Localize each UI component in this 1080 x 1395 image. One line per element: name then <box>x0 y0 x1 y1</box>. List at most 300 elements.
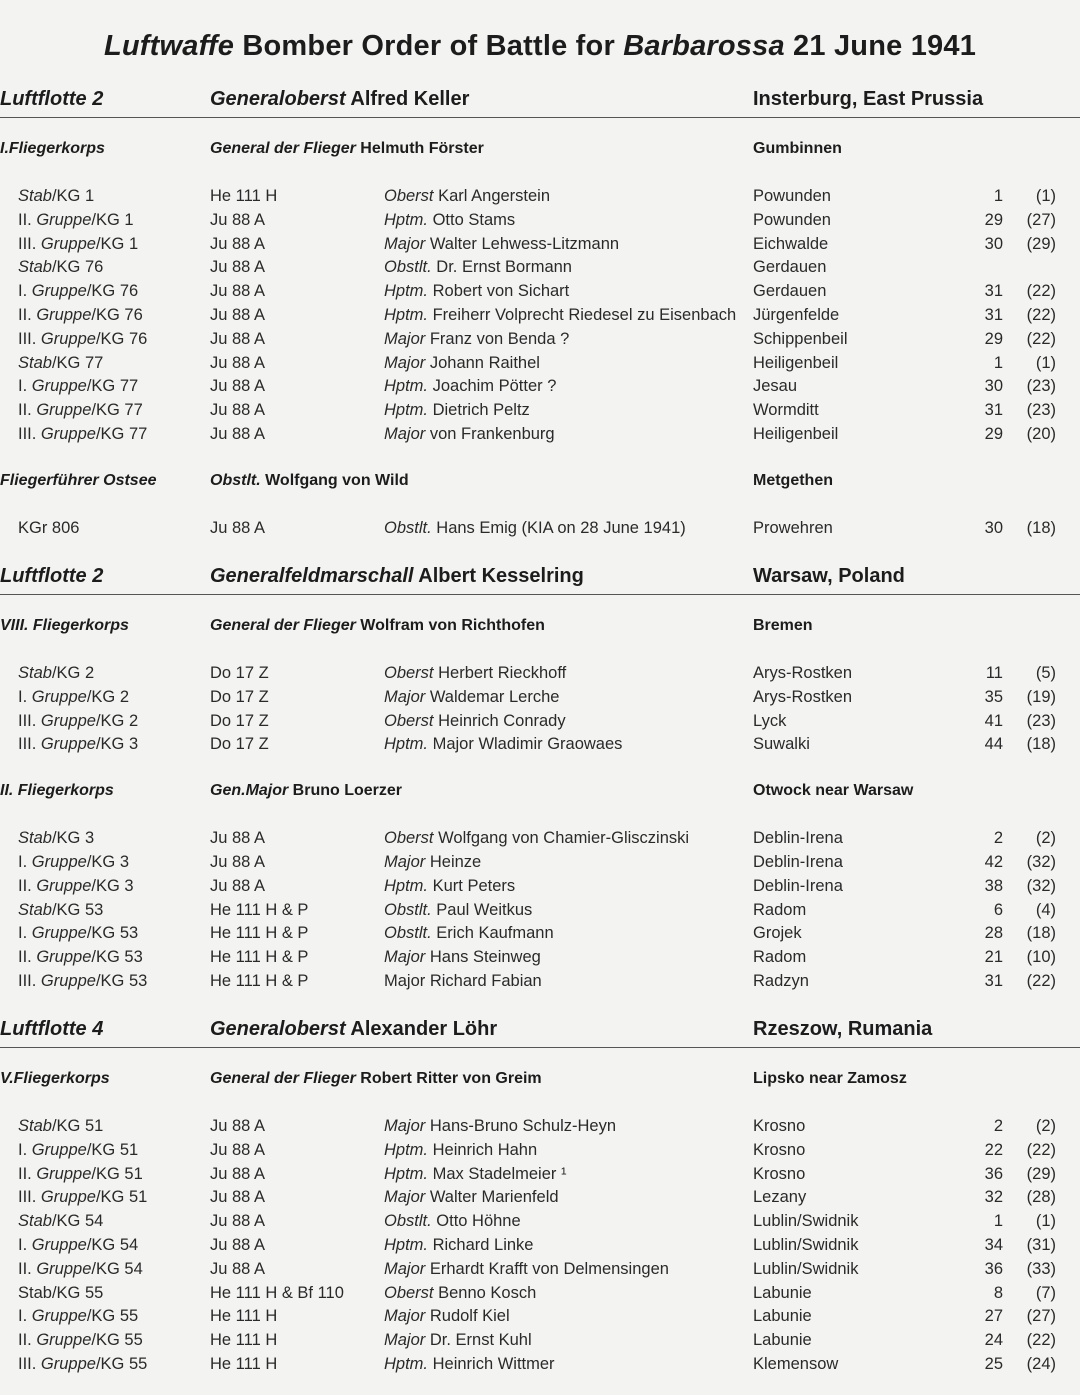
serviceable-value: (10) <box>1026 948 1056 967</box>
section-divider <box>0 117 1080 118</box>
korps-commander-name: Wolfram von Richthofen <box>355 617 545 634</box>
unit-commander-rank: Hptm. <box>384 401 429 420</box>
unit-prefix: I. <box>18 377 32 396</box>
unit-name <box>18 1236 138 1255</box>
aircraft-type: He 111 H & P <box>210 900 309 919</box>
strength-value: 11 <box>985 664 1003 682</box>
strength-value: 29 <box>984 425 1003 443</box>
korps-commander-name: Robert Ritter von Greim <box>355 1070 542 1087</box>
strength-value: 30 <box>984 518 1003 537</box>
serviceable-value: (2) <box>1035 829 1056 848</box>
unit-name <box>18 1284 103 1303</box>
unit-name <box>18 664 94 683</box>
unit-commander <box>384 1331 532 1350</box>
unit-commander-name: Wolfgang von Chamier-Glisczinski <box>433 829 690 848</box>
unit-suffix: /KG 53 <box>86 924 139 943</box>
strength-value: 22 <box>984 1140 1003 1159</box>
strength-value: 2 <box>993 829 1003 848</box>
aircraft-type: Do 17 Z <box>210 664 269 682</box>
unit-type: Gruppe <box>36 1259 92 1278</box>
unit-suffix: /KG 3 <box>51 829 95 848</box>
unit-prefix: III. <box>18 1355 41 1373</box>
unit-name <box>18 1212 103 1231</box>
unit-commander-rank: Hptm. <box>384 876 429 895</box>
unit-prefix: II. <box>18 401 37 420</box>
unit-prefix: II. <box>18 1164 37 1183</box>
strength-value: 31 <box>984 306 1003 324</box>
unit-commander-rank: Major <box>384 425 426 443</box>
strength-value: 25 <box>984 1355 1003 1373</box>
unit-commander-rank: Obstlt. <box>384 924 432 943</box>
serviceable-value: (2) <box>1035 1117 1056 1135</box>
strength-value: 34 <box>984 1236 1003 1254</box>
base-airfield: Lyck <box>753 711 787 730</box>
unit-commander-name: Robert von Sichart <box>428 282 570 301</box>
unit-name <box>18 354 103 373</box>
unit-commander-name: Major Wladimir Graowaes <box>428 735 623 754</box>
unit-prefix: III. <box>18 425 41 443</box>
base-airfield: Klemensow <box>753 1355 839 1373</box>
fliegerkorps-commander <box>210 140 484 158</box>
luftflotte-commander <box>210 1018 497 1041</box>
luftflotte-hq: Insterburg, East Prussia <box>753 88 984 110</box>
serviceable-value: (5) <box>1035 664 1056 682</box>
unit-suffix: /KG 1 <box>51 187 95 205</box>
unit-commander-rank: Major <box>384 1259 426 1278</box>
unit-commander <box>384 972 542 991</box>
serviceable-value: (22) <box>1026 282 1056 301</box>
unit-commander <box>384 712 566 731</box>
fliegerkorps-name: V.Fliegerkorps <box>0 1070 110 1087</box>
unit-commander-rank: Major <box>384 687 426 706</box>
aircraft-type: He 111 H <box>210 1307 278 1326</box>
unit-type: Gruppe <box>40 1188 96 1207</box>
base-airfield: Powunden <box>753 187 831 205</box>
unit-prefix: III. <box>18 972 41 990</box>
unit-commander-rank: Obstlt. <box>384 1212 432 1231</box>
unit-type: Gruppe <box>31 377 87 396</box>
unit-commander-name: Dietrich Peltz <box>428 401 530 420</box>
unit-commander-name: Hans Steinweg <box>425 948 541 967</box>
fliegerkorps-name: I.Fliegerkorps <box>0 140 105 157</box>
unit-commander-name: Walter Marienfeld <box>425 1188 559 1207</box>
strength-value: 27 <box>984 1307 1003 1326</box>
base-airfield: Suwalki <box>753 735 810 754</box>
base-airfield: Krosno <box>753 1140 806 1159</box>
unit-commander <box>384 853 481 872</box>
strength-value: 42 <box>984 853 1003 871</box>
luftflotte-hq: Warsaw, Poland <box>753 565 905 587</box>
unit-commander-name: Heinrich Conrady <box>433 711 566 730</box>
serviceable-value: (1) <box>1035 1212 1056 1231</box>
unit-commander <box>384 877 515 896</box>
unit-type: Stab <box>18 353 52 372</box>
unit-commander-rank: Major <box>384 853 426 871</box>
unit-type: Stab <box>18 1117 52 1135</box>
unit-type: Gruppe <box>31 853 87 871</box>
unit-type: Gruppe <box>31 1140 87 1159</box>
strength-value: 2 <box>993 1117 1003 1135</box>
fliegerkorps-name: II. Fliegerkorps <box>0 782 114 800</box>
unit-commander-rank: Oberst <box>384 664 434 682</box>
korps-commander-rank: General der Flieger <box>210 1070 356 1087</box>
strength-value: 1 <box>993 1212 1003 1231</box>
korps-commander-name: Wolfgang von Wild <box>260 471 409 489</box>
unit-commander <box>384 401 530 420</box>
aircraft-type: Ju 88 A <box>210 353 266 372</box>
unit-prefix: III. <box>18 234 41 253</box>
unit-name <box>18 1355 147 1374</box>
serviceable-value: (18) <box>1026 735 1056 754</box>
aircraft-type: Ju 88 A <box>210 1140 266 1159</box>
luftflotte-hq: Rzeszow, Rumania <box>753 1018 933 1040</box>
serviceable-value: (19) <box>1026 687 1056 706</box>
base-airfield: Labunie <box>753 1331 812 1350</box>
section-divider <box>0 594 1080 595</box>
base-airfield: Lezany <box>753 1188 807 1207</box>
unit-prefix: I. <box>18 687 32 706</box>
unit-commander-rank: Hptm. <box>384 282 429 301</box>
unit-prefix: III. <box>18 735 41 754</box>
unit-commander-rank: Major <box>384 1331 426 1350</box>
strength-value: 21 <box>984 948 1003 967</box>
strength-value: 32 <box>984 1188 1003 1207</box>
unit-name <box>18 1188 147 1207</box>
unit-commander <box>384 377 556 396</box>
unit-commander-name: Walter Lehwess-Litzmann <box>425 234 620 253</box>
serviceable-value: (28) <box>1026 1188 1056 1207</box>
unit-suffix: /KG 53 <box>95 972 148 990</box>
strength-value: 30 <box>984 377 1003 396</box>
aircraft-type: Ju 88 A <box>210 425 266 443</box>
unit-name <box>18 735 138 754</box>
strength-value: 1 <box>993 187 1003 205</box>
unit-name <box>18 235 138 254</box>
serviceable-value: (23) <box>1026 401 1056 420</box>
unit-commander-name: Dr. Ernst Bormann <box>431 258 572 277</box>
unit-prefix: III. <box>18 711 41 730</box>
strength-value: 38 <box>984 876 1003 895</box>
unit-suffix: /KG 54 <box>51 1212 104 1231</box>
unit-type: Stab <box>18 900 52 919</box>
luftflotte-commander <box>210 565 584 588</box>
serviceable-value: (18) <box>1026 518 1056 537</box>
unit-commander-name: Dr. Ernst Kuhl <box>425 1331 532 1350</box>
unit-suffix: /KG 55 <box>91 1331 143 1350</box>
unit-commander-rank: Major <box>384 234 426 253</box>
unit-commander <box>384 211 515 230</box>
unit-type: Stab <box>18 258 52 277</box>
unit-name <box>18 258 103 277</box>
unit-commander-rank: Hptm. <box>384 1140 429 1159</box>
strength-value: 30 <box>984 234 1003 253</box>
fliegerkorps-commander <box>210 1070 542 1088</box>
luftflotte-commander <box>210 88 469 111</box>
base-airfield: Krosno <box>753 1117 806 1135</box>
base-airfield: Gerdauen <box>753 282 827 301</box>
page-title: Luftwaffe Bomber Order of Battle for Barbarossa 21 June 1941 <box>103 30 977 62</box>
unit-commander-rank: Hptm. <box>384 377 429 396</box>
unit-suffix: /KG 76 <box>91 306 143 324</box>
unit-name <box>18 401 143 420</box>
aircraft-type: Ju 88 A <box>210 829 266 848</box>
unit-commander-name: Rudolf Kiel <box>425 1307 510 1326</box>
unit-prefix: KGr 806 <box>18 518 80 537</box>
unit-commander <box>384 1284 536 1303</box>
serviceable-value: (27) <box>1026 1307 1056 1326</box>
unit-commander-rank: Obstlt. <box>384 258 432 277</box>
aircraft-type: Ju 88 A <box>210 210 266 229</box>
base-airfield: Jürgenfelde <box>753 306 840 324</box>
unit-suffix: /KG 1 <box>95 234 139 253</box>
base-airfield: Deblin-Irena <box>753 876 843 895</box>
unit-suffix: /KG 76 <box>95 329 148 348</box>
base-airfield: Arys-Rostken <box>753 687 853 706</box>
unit-suffix: /KG 51 <box>95 1188 148 1207</box>
section-divider <box>0 1047 1080 1048</box>
unit-name <box>18 377 138 396</box>
base-airfield: Heiligenbeil <box>753 353 839 372</box>
base-airfield: Schippenbeil <box>753 329 848 348</box>
base-airfield: Jesau <box>753 377 798 396</box>
unit-type: Gruppe <box>36 401 92 420</box>
unit-commander <box>384 735 622 754</box>
unit-type: Gruppe <box>36 948 92 967</box>
aircraft-type: He 111 H & Bf 110 <box>210 1283 344 1302</box>
unit-prefix: III. <box>18 1188 41 1207</box>
commander-rank: Generaloberst <box>210 88 346 110</box>
unit-suffix: /KG 51 <box>86 1140 139 1159</box>
unit-suffix: /KG 53 <box>51 900 104 919</box>
unit-suffix: /KG 54 <box>86 1236 139 1254</box>
commander-name: Albert Kesselring <box>413 565 584 587</box>
unit-commander <box>384 1260 669 1279</box>
korps-commander-name: Helmuth Förster <box>355 140 484 157</box>
serviceable-value: (31) <box>1026 1236 1056 1254</box>
unit-commander-name: Erich Kaufmann <box>431 924 554 943</box>
base-airfield: Lublin/Swidnik <box>753 1212 859 1231</box>
serviceable-value: (32) <box>1026 853 1056 871</box>
aircraft-type: He 111 H & P <box>210 924 309 943</box>
unit-commander-name: Heinrich Hahn <box>428 1140 538 1159</box>
unit-commander-rank: Major <box>384 329 426 348</box>
unit-type: Gruppe <box>40 735 96 754</box>
unit-prefix: I. <box>18 853 32 871</box>
unit-prefix: II. <box>18 948 37 967</box>
unit-commander-name: Heinrich Wittmer <box>428 1355 555 1373</box>
unit-suffix: /KG 77 <box>91 401 143 420</box>
fliegerkorps-hq: Otwock near Warsaw <box>753 782 914 800</box>
unit-suffix: /KG 51 <box>51 1117 104 1135</box>
korps-commander-rank: Gen.Major <box>210 782 289 800</box>
unit-name <box>18 1307 138 1326</box>
fliegerkorps-name: VIII. Fliegerkorps <box>0 617 129 634</box>
base-airfield: Krosno <box>753 1164 806 1183</box>
unit-commander-name: Benno Kosch <box>433 1283 537 1302</box>
aircraft-type: Do 17 Z <box>210 687 269 706</box>
aircraft-type: Ju 88 A <box>210 1164 266 1183</box>
unit-commander <box>384 1236 534 1255</box>
unit-commander-rank: Major <box>384 353 426 372</box>
unit-commander-name: Otto Höhne <box>431 1212 521 1231</box>
aircraft-type: Ju 88 A <box>210 853 266 871</box>
fliegerkorps-commander <box>210 617 545 635</box>
unit-commander-name: Karl Angerstein <box>433 187 551 205</box>
unit-name <box>18 1141 138 1160</box>
unit-suffix: /KG 76 <box>86 282 139 301</box>
unit-suffix: /KG 76 <box>51 258 104 277</box>
unit-name <box>18 306 143 325</box>
unit-name <box>18 1165 143 1184</box>
unit-commander-rank: Oberst <box>384 1283 434 1302</box>
serviceable-value: (32) <box>1026 876 1056 895</box>
unit-commander-name: Joachim Pötter ? <box>428 377 557 396</box>
unit-prefix: II. <box>18 306 37 324</box>
unit-name <box>18 829 94 848</box>
strength-value: 35 <box>984 687 1003 706</box>
unit-suffix: /KG 2 <box>95 711 139 730</box>
base-airfield: Powunden <box>753 210 831 229</box>
unit-prefix: Stab/KG 55 <box>18 1283 104 1302</box>
unit-suffix: /KG 3 <box>95 735 139 754</box>
unit-commander <box>384 1355 555 1374</box>
unit-name <box>18 948 143 967</box>
aircraft-type: Do 17 Z <box>210 735 269 754</box>
serviceable-value: (24) <box>1026 1355 1056 1373</box>
serviceable-value: (22) <box>1026 306 1056 324</box>
aircraft-type: Ju 88 A <box>210 234 266 253</box>
unit-commander <box>384 1165 566 1184</box>
unit-commander <box>384 1307 510 1326</box>
unit-type: Gruppe <box>36 1331 92 1350</box>
unit-prefix: I. <box>18 282 32 301</box>
aircraft-type: Ju 88 A <box>210 518 266 537</box>
commander-rank: Generaloberst <box>210 1018 346 1040</box>
luftflotte-name: Luftflotte 4 <box>0 1018 104 1040</box>
unit-commander-name: Johann Raithel <box>425 353 540 372</box>
aircraft-type: Ju 88 A <box>210 1212 266 1231</box>
unit-name <box>18 688 129 707</box>
aircraft-type: Ju 88 A <box>210 282 266 301</box>
unit-commander-name: Herbert Rieckhoff <box>433 664 567 682</box>
luftflotte-name: Luftflotte 2 <box>0 565 104 587</box>
aircraft-type: Ju 88 A <box>210 306 266 324</box>
unit-suffix: /KG 3 <box>91 876 134 895</box>
aircraft-type: Ju 88 A <box>210 329 266 348</box>
unit-type: Gruppe <box>40 425 96 443</box>
unit-commander-name: Kurt Peters <box>428 876 516 895</box>
aircraft-type: Ju 88 A <box>210 377 266 396</box>
unit-name <box>18 853 129 872</box>
unit-suffix: /KG 55 <box>86 1307 139 1326</box>
unit-name <box>18 901 103 920</box>
unit-commander-name: von Frankenburg <box>425 425 555 443</box>
unit-name <box>18 519 79 538</box>
unit-commander-rank: Hptm. <box>384 1164 429 1183</box>
unit-name <box>18 1117 103 1136</box>
base-airfield: Wormditt <box>753 401 819 420</box>
unit-commander-rank: Major <box>384 1117 426 1135</box>
strength-value: 1 <box>993 353 1003 372</box>
unit-type: Stab <box>18 664 52 682</box>
fliegerkorps-hq: Metgethen <box>753 471 833 489</box>
aircraft-type: Ju 88 A <box>210 1236 266 1254</box>
unit-type: Gruppe <box>36 210 92 229</box>
unit-commander-name: Max Stadelmeier ¹ <box>428 1164 567 1183</box>
base-airfield: Eichwalde <box>753 234 829 253</box>
unit-commander-name: Hans-Bruno Schulz-Heyn <box>425 1117 617 1135</box>
unit-commander-rank: Hptm. <box>384 1355 429 1373</box>
unit-type: Gruppe <box>36 876 92 895</box>
unit-name <box>18 425 147 444</box>
unit-commander-name: Waldemar Lerche <box>425 687 560 706</box>
unit-commander-name: Hans Emig (KIA on 28 June 1941) <box>431 518 686 537</box>
serviceable-value: (29) <box>1026 1164 1056 1183</box>
strength-value: 29 <box>984 210 1003 229</box>
serviceable-value: (23) <box>1026 711 1056 730</box>
unit-suffix: /KG 2 <box>86 687 129 706</box>
unit-commander-name: Paul Weitkus <box>431 900 533 919</box>
base-airfield: Deblin-Irena <box>753 829 843 848</box>
base-airfield: Radom <box>753 948 807 967</box>
fliegerkorps-commander <box>210 782 402 800</box>
unit-name <box>18 924 138 943</box>
base-airfield: Labunie <box>753 1307 812 1326</box>
fliegerkorps-hq: Bremen <box>753 617 813 634</box>
unit-commander-rank: Oberst <box>384 829 434 848</box>
commander-rank: Generalfeldmarschall <box>210 565 414 587</box>
unit-prefix: III. <box>18 329 41 348</box>
strength-value: 28 <box>984 924 1003 943</box>
base-airfield: Radom <box>753 900 807 919</box>
serviceable-value: (22) <box>1026 972 1056 990</box>
strength-value: 31 <box>984 401 1003 420</box>
strength-value: 41 <box>984 711 1003 730</box>
unit-commander-rank: Major <box>384 1307 426 1326</box>
strength-value: 36 <box>984 1259 1003 1278</box>
unit-commander-rank: Oberst <box>384 711 434 730</box>
unit-type: Gruppe <box>31 282 87 301</box>
unit-prefix: II. <box>18 876 37 895</box>
unit-type: Gruppe <box>31 687 87 706</box>
fliegerkorps-hq: Gumbinnen <box>753 140 842 157</box>
strength-value: 8 <box>993 1283 1003 1302</box>
korps-commander-rank: Obstlt. <box>210 471 261 489</box>
unit-commander <box>384 948 541 967</box>
unit-commander-rank: Oberst <box>384 187 434 205</box>
unit-commander <box>384 187 550 206</box>
unit-suffix: /KG 53 <box>91 948 143 967</box>
unit-name <box>18 282 138 301</box>
unit-commander <box>384 924 554 943</box>
unit-commander-name: Franz von Benda ? <box>425 329 570 348</box>
aircraft-type: He 111 H & P <box>210 972 309 990</box>
unit-commander <box>384 258 572 277</box>
unit-type: Stab <box>18 829 52 848</box>
unit-commander-rank: Obstlt. <box>384 900 432 919</box>
serviceable-value: (22) <box>1026 329 1056 348</box>
serviceable-value: (23) <box>1026 377 1056 396</box>
fliegerkorps-name: Fliegerführer Ostsee <box>0 471 157 489</box>
unit-name <box>18 211 134 230</box>
unit-type: Gruppe <box>31 1236 87 1254</box>
serviceable-value: (29) <box>1026 234 1056 253</box>
unit-type: Gruppe <box>31 1307 87 1326</box>
unit-commander-rank: Hptm. <box>384 1236 429 1254</box>
unit-type: Stab <box>18 187 52 205</box>
serviceable-value: (4) <box>1035 900 1056 919</box>
base-airfield: Radzyn <box>753 972 809 990</box>
